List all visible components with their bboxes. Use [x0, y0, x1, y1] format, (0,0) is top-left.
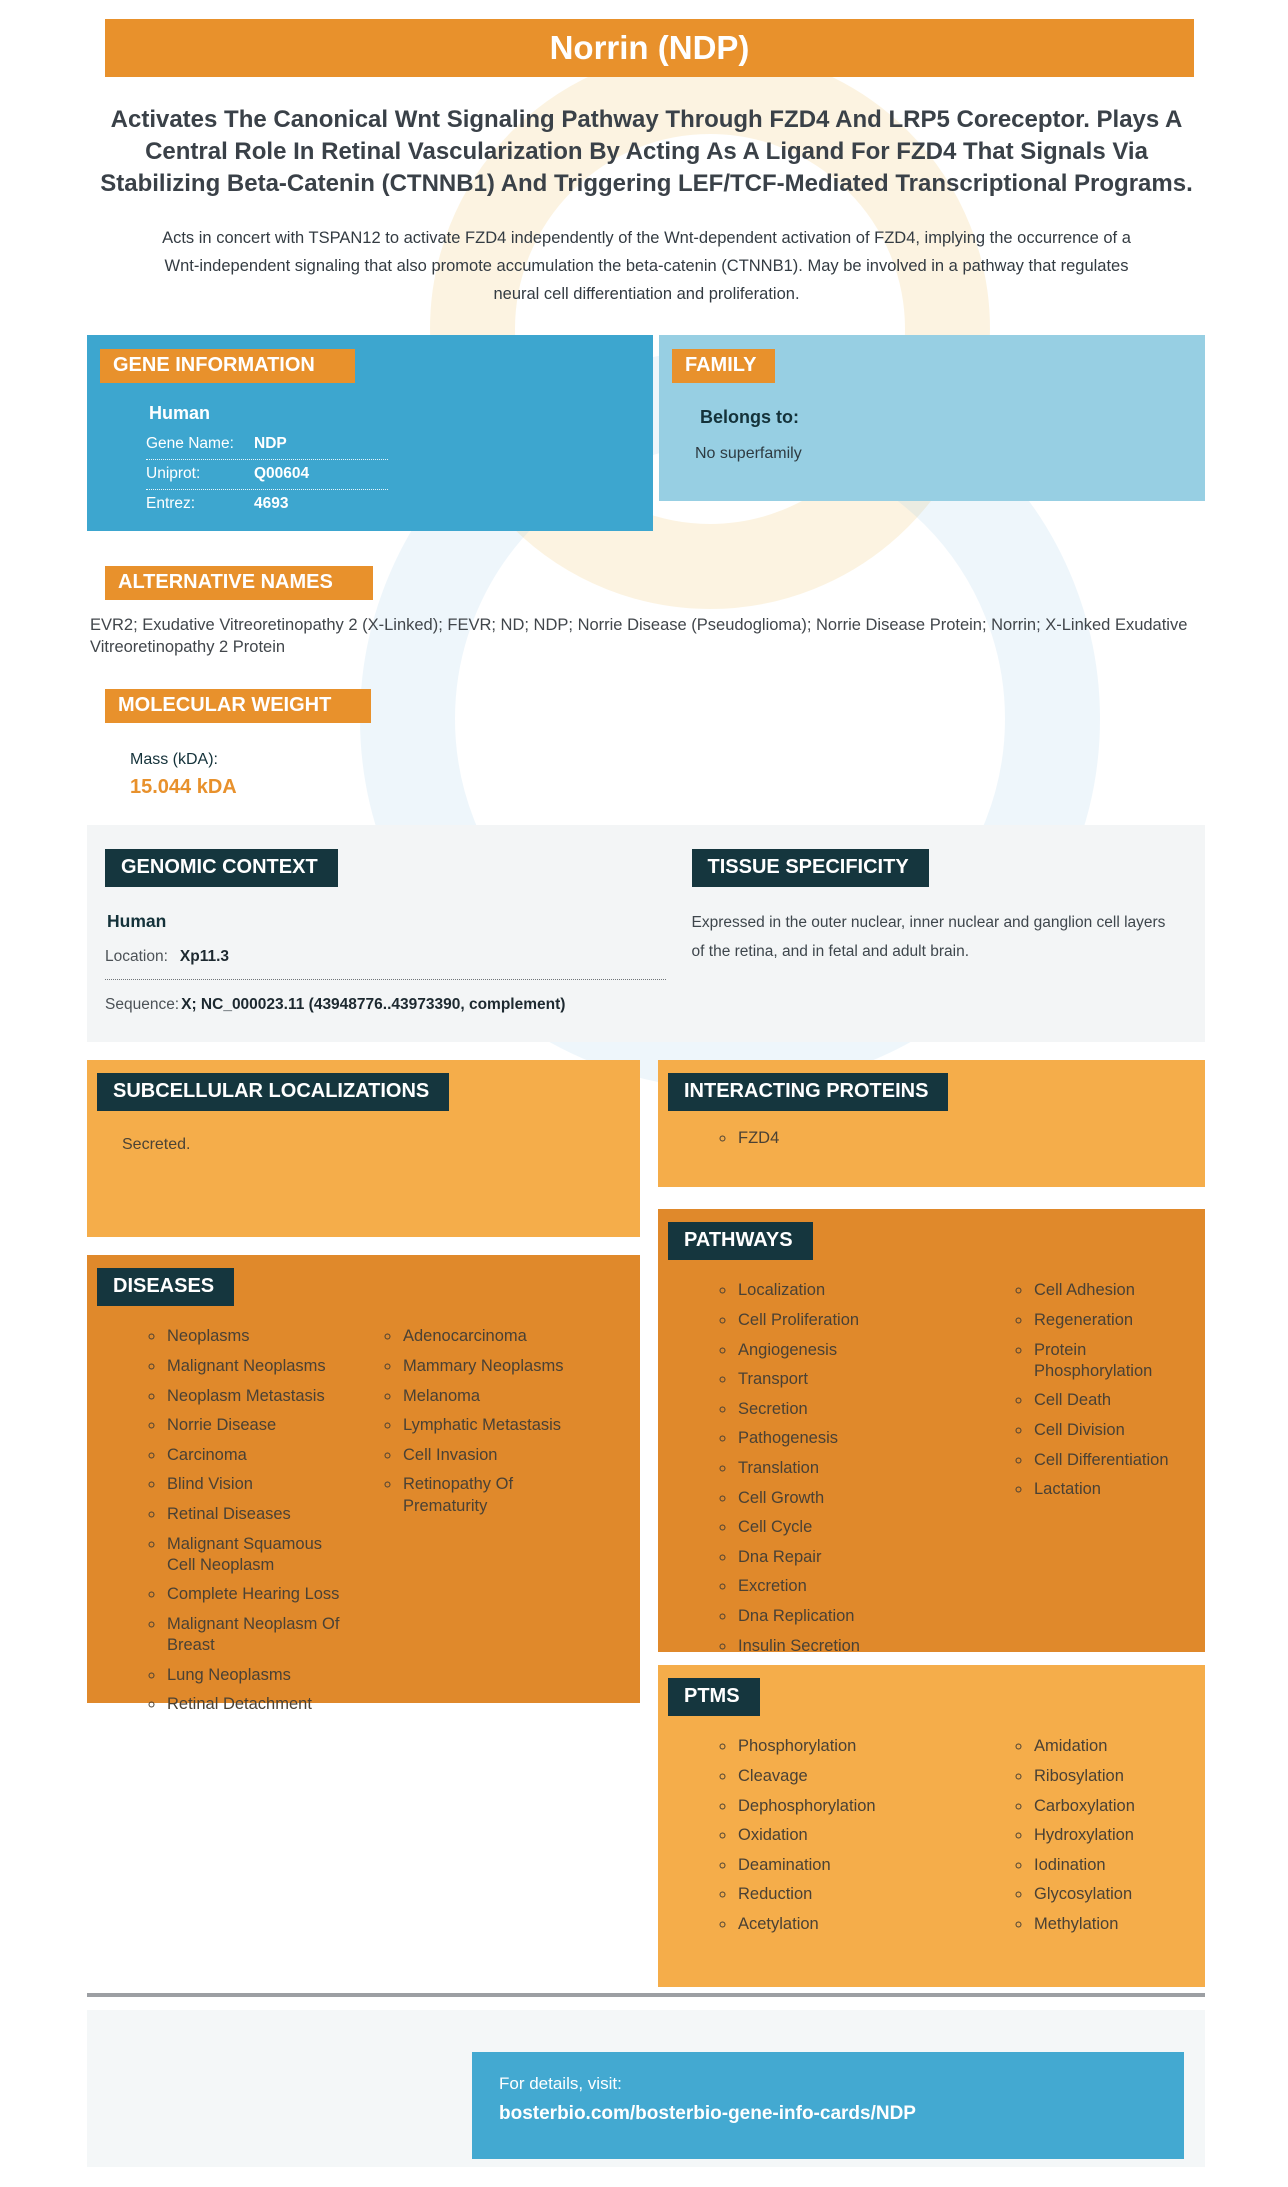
list-item: ◦ Neoplasms	[165, 1326, 341, 1347]
dotted-separator	[105, 979, 666, 980]
uniprot-row	[146, 460, 388, 490]
footer-visit-label: For details, visit:	[499, 2074, 622, 2094]
subcellular-localizations-text: Secreted.	[122, 1136, 191, 1154]
gene-species: Human	[149, 402, 211, 423]
list-item: ◦ Phosphorylation	[736, 1736, 970, 1757]
footer-url-link[interactable]: bosterbio.com/bosterbio-gene-info-cards/NDP	[499, 2103, 916, 2125]
page-title: Norrin (NDP)	[549, 29, 750, 66]
list-item: ◦ Transport	[736, 1369, 970, 1390]
gene-information-label: GENE INFORMATION	[100, 349, 355, 383]
list-item: ◦ Hydroxylation	[1032, 1825, 1197, 1846]
family-belongs-to-label: Belongs to:	[700, 406, 799, 427]
interacting-proteins-box	[658, 1060, 1205, 1187]
list-item: ◦ Carboxylation	[1032, 1796, 1197, 1817]
ptms-label: PTMS	[668, 1678, 760, 1716]
entrez-label: Entrez:	[146, 494, 196, 512]
gene-name-label: Gene Name:	[146, 434, 234, 452]
mass-kda-label: Mass (kDA):	[130, 751, 218, 769]
footer-section	[87, 2010, 1205, 2167]
genomic-species: Human	[107, 911, 167, 932]
list-item: ◦ Cell Differentiation	[1032, 1450, 1197, 1471]
list-item: ◦ Cleavage	[736, 1766, 970, 1787]
list-item: ◦ Melanoma	[401, 1386, 579, 1407]
location-label: Location:	[105, 948, 168, 966]
list-item: ◦ Acetylation	[736, 1914, 970, 1935]
page-title-banner	[105, 19, 1194, 77]
pathways-list-col1	[658, 1280, 970, 1665]
location-row	[105, 948, 680, 966]
pathways-box	[658, 1209, 1205, 1655]
list-item: ◦ Ribosylation	[1032, 1766, 1197, 1787]
tissue-specificity-panel	[680, 849, 1205, 1014]
list-item: ◦ Complete Hearing Loss	[165, 1584, 341, 1605]
uniprot-label: Uniprot:	[146, 464, 201, 482]
footer-link-box	[472, 2052, 1184, 2159]
list-item: ◦ Adenocarcinoma	[401, 1326, 579, 1347]
sequence-label: Sequence:	[105, 996, 180, 1014]
top-boxes-row	[87, 335, 1205, 531]
list-item: ◦ Angiogenesis	[736, 1340, 970, 1361]
list-item: ◦ Neoplasm Metastasis	[165, 1386, 341, 1407]
entrez-row	[146, 490, 388, 519]
alternative-names-text: EVR2; Exudative Vitreoretinopathy 2 (X-Linked); FEVR; ND; NDP; Norrie Disease (Pseudoglioma); Norrie Disease Protein; Norrin; X-Linked Exudative Vitreoretinopathy 2 Protein	[90, 615, 1188, 656]
list-item: ◦ Localization	[736, 1280, 970, 1301]
sequence-value: X; NC_000023.11 (43948776..43973390, complement)	[181, 996, 566, 1014]
pathways-label: PATHWAYS	[668, 1222, 813, 1260]
family-box	[659, 335, 1205, 501]
list-item: ◦ Malignant Neoplasm Of Breast	[165, 1614, 341, 1656]
mass-kda-value: 15.044 kDA	[130, 776, 237, 799]
list-item: ◦ Retinal Detachment	[165, 1694, 341, 1715]
diseases-box	[87, 1255, 640, 1714]
diseases-list-col1	[87, 1326, 341, 1724]
genomic-section	[87, 825, 1205, 1042]
list-item: ◦ Insulin Secretion	[736, 1636, 970, 1657]
list-item: ◦ Cell Cycle	[736, 1517, 970, 1538]
list-item: ◦ Malignant Neoplasms	[165, 1356, 341, 1377]
uniprot-value: Q00604	[254, 464, 310, 482]
list-item: ◦ Mammary Neoplasms	[401, 1356, 579, 1377]
list-item: ◦ Dna Replication	[736, 1606, 970, 1627]
list-item: ◦ Retinal Diseases	[165, 1504, 341, 1525]
list-item: ◦ Lactation	[1032, 1479, 1197, 1500]
subcellular-localizations-label: SUBCELLULAR LOCALIZATIONS	[97, 1073, 449, 1111]
list-item: ◦ Cell Invasion	[401, 1445, 579, 1466]
list-item: ◦ Glycosylation	[1032, 1884, 1197, 1905]
list-item: ◦ Dna Repair	[736, 1547, 970, 1568]
list-item: ◦ Cell Growth	[736, 1488, 970, 1509]
entrez-value: 4693	[254, 494, 289, 512]
gene-summary-description: Acts in concert with TSPAN12 to activate FZD4 independently of the Wnt-dependent activation of FZD4, implying the occurrence of a Wnt-independent signaling that also promote accumulation the beta-catenin (CTNNB1). May be involved in a pathway that regulates neural cell differentiation and proliferation.	[162, 228, 1131, 304]
family-label: FAMILY	[672, 349, 775, 383]
list-item: ◦ Translation	[736, 1458, 970, 1479]
ptms-list-col2	[970, 1736, 1205, 1943]
interacting-proteins-label: INTERACTING PROTEINS	[668, 1073, 948, 1111]
gene-summary-headline: Activates The Canonical Wnt Signaling Pathway Through FZD4 And LRP5 Coreceptor. Plays A Central Role In Retinal Vascularization By Acting As A Ligand For FZD4 That Signals Via Stabilizing Beta-Catenin (CTNNB1) And Triggering LEF/TCF-Mediated Transcriptional Programs.	[100, 106, 1193, 197]
list-item: ◦ Cell Death	[1032, 1390, 1197, 1411]
ptms-list-col1	[658, 1736, 970, 1943]
list-item: ◦ Cell Adhesion	[1032, 1280, 1197, 1301]
diseases-label: DISEASES	[97, 1268, 234, 1306]
alternative-names-label: ALTERNATIVE NAMES	[105, 566, 373, 600]
list-item: ◦ Carcinoma	[165, 1445, 341, 1466]
family-value: No superfamily	[695, 444, 802, 462]
list-item: ◦ Methylation	[1032, 1914, 1197, 1935]
list-item: ◦ Malignant Squamous Cell Neoplasm	[165, 1534, 341, 1576]
molecular-weight-label: MOLECULAR WEIGHT	[105, 689, 371, 723]
subcellular-localizations-box	[87, 1060, 640, 1237]
list-item: ◦ Lung Neoplasms	[165, 1665, 341, 1686]
list-item: ◦ Iodination	[1032, 1855, 1197, 1876]
gene-info-table	[146, 430, 388, 519]
gene-information-box	[87, 335, 653, 531]
list-item: ◦ Reduction	[736, 1884, 970, 1905]
location-value: Xp11.3	[179, 948, 230, 966]
list-item: ◦ Cell Proliferation	[736, 1310, 970, 1331]
list-item: ◦ Lymphatic Metastasis	[401, 1415, 579, 1436]
list-item: ◦ Retinopathy Of Prematurity	[401, 1474, 579, 1516]
genomic-context-label: GENOMIC CONTEXT	[105, 849, 338, 887]
genomic-context-panel	[87, 849, 680, 1014]
list-item: ◦ Amidation	[1032, 1736, 1197, 1757]
ptms-box	[658, 1665, 1205, 1987]
gene-name-value: NDP	[254, 434, 287, 452]
tissue-specificity-label: TISSUE SPECIFICITY	[692, 849, 929, 887]
list-item: ◦ Pathogenesis	[736, 1428, 970, 1449]
list-item: ◦ Regeneration	[1032, 1310, 1197, 1331]
list-item: ◦ Deamination	[736, 1855, 970, 1876]
list-item: ◦ Excretion	[736, 1576, 970, 1597]
footer-divider	[87, 1993, 1205, 1997]
gene-name-row	[146, 430, 388, 460]
pathways-list-col2	[970, 1280, 1205, 1665]
list-item: ◦ Secretion	[736, 1399, 970, 1420]
list-item: ◦ Blind Vision	[165, 1474, 341, 1495]
tissue-specificity-text: Expressed in the outer nuclear, inner nuclear and ganglion cell layers of the retina, and in fetal and adult brain.	[691, 914, 1166, 961]
list-item: ◦ Norrie Disease	[165, 1415, 341, 1436]
interacting-proteins-list	[658, 1128, 1205, 1149]
diseases-list-col2	[341, 1326, 579, 1724]
list-item: ◦ Dephosphorylation	[736, 1796, 970, 1817]
list-item: ◦ Protein Phosphorylation	[1032, 1340, 1197, 1382]
list-item: ◦ FZD4	[736, 1128, 1205, 1149]
sequence-row	[105, 996, 680, 1014]
list-item: ◦ Oxidation	[736, 1825, 970, 1846]
list-item: ◦ Cell Division	[1032, 1420, 1197, 1441]
cards-columns	[87, 1060, 1205, 1987]
